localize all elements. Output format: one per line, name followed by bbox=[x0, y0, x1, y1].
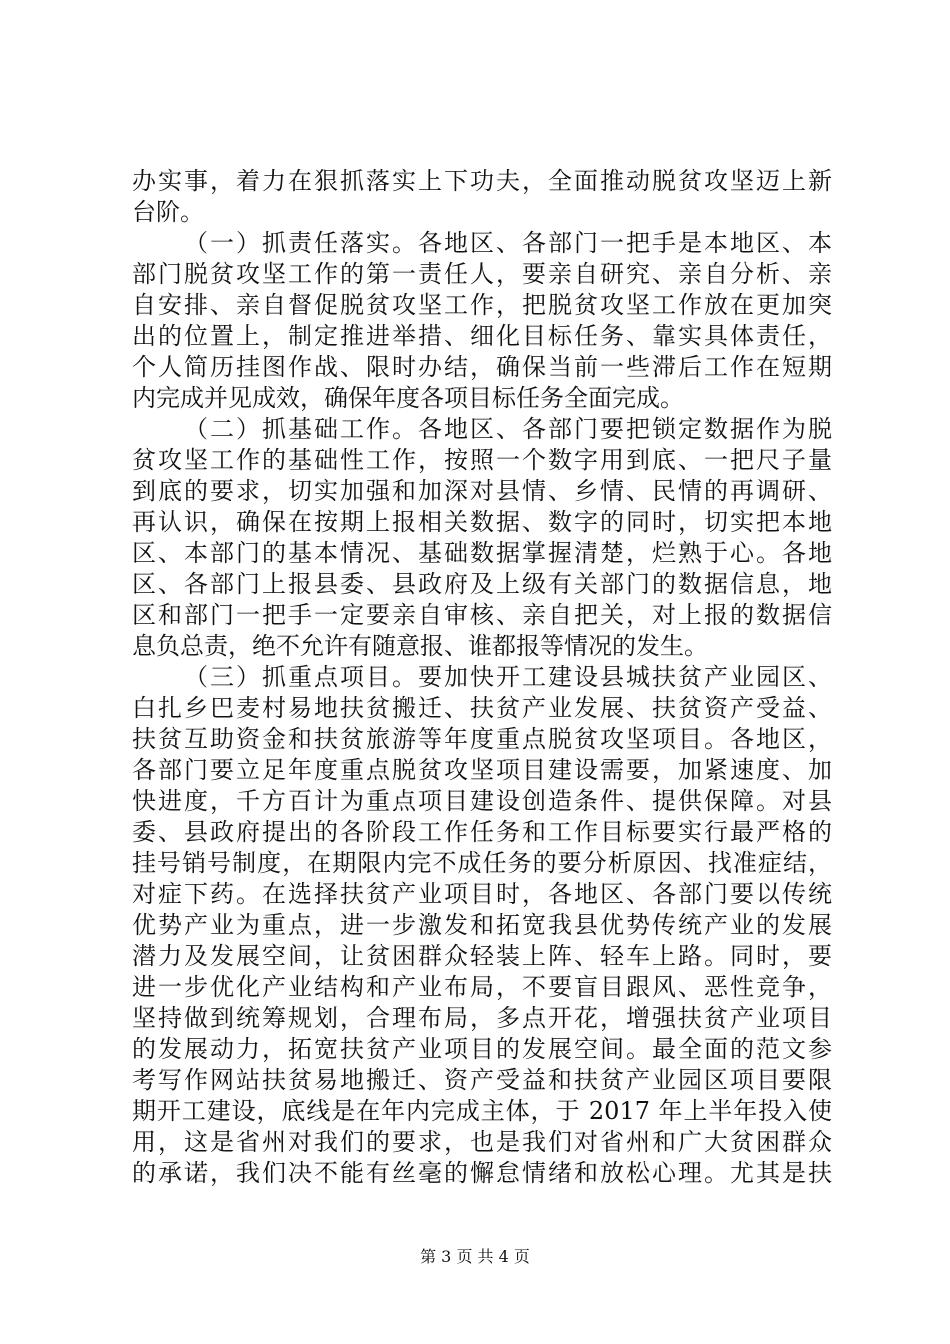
text-line: 自安排、亲自督促脱贫攻坚工作，把脱贫攻坚工作放在更加突 bbox=[132, 291, 832, 319]
text-line: 用，这是省州对我们的要求，也是我们对省州和广大贫困群众 bbox=[132, 1128, 832, 1156]
text-line: 贫攻坚工作的基础性工作，按照一个数字用到底、一把尺子量 bbox=[132, 446, 832, 474]
text-line: 潜力及发展空间，让贫困群众轻装上阵、轻车上路。同时，要 bbox=[132, 942, 832, 970]
text-line: 区、各部门上报县委、县政府及上级有关部门的数据信息，地 bbox=[132, 570, 832, 598]
text-line: 区和部门一把手一定要亲自审核、亲自把关，对上报的数据信 bbox=[132, 601, 832, 629]
paragraph-heading-2: （二）抓基础工作。各地区、各部门要把锁定数据作为脱 bbox=[184, 415, 832, 443]
text-line: 内完成并见成效，确保年度各项目标任务全面完成。 bbox=[132, 384, 684, 412]
paragraph-heading-1: （一）抓责任落实。各地区、各部门一把手是本地区、本 bbox=[184, 229, 832, 257]
text-line: 息负总责，绝不允许有随意报、谁都报等情况的发生。 bbox=[132, 632, 708, 660]
text-line: 到底的要求，切实加强和加深对县情、乡情、民情的再调研、 bbox=[132, 477, 832, 505]
text-line: 快进度，千方百计为重点项目建设创造条件、提供保障。对县 bbox=[132, 787, 832, 815]
text-line: 优势产业为重点，进一步激发和拓宽我县优势传统产业的发展 bbox=[132, 911, 832, 939]
text-line: 部门脱贫攻坚工作的第一责任人，要亲自研究、亲自分析、亲 bbox=[132, 260, 832, 288]
text-line: 再认识，确保在按期上报相关数据、数字的同时，切实把本地 bbox=[132, 508, 832, 536]
text-line: 个人简历挂图作战、限时办结，确保当前一些滞后工作在短期 bbox=[132, 353, 832, 381]
text-line: 进一步优化产业结构和产业布局，不要盲目跟风、恶性竞争， bbox=[132, 973, 832, 1001]
text-line: 各部门要立足年度重点脱贫攻坚项目建设需要，加紧速度、加 bbox=[132, 756, 832, 784]
text-line: 扶贫互助资金和扶贫旅游等年度重点脱贫攻坚项目。各地区， bbox=[132, 725, 832, 753]
page-number-footer: 第 3 页 共 4 页 bbox=[420, 1247, 530, 1266]
paragraph-heading-3: （三）抓重点项目。要加快开工建设县城扶贫产业园区、 bbox=[184, 663, 832, 691]
text-line: 区、本部门的基本情况、基础数据掌握清楚，烂熟于心。各地 bbox=[132, 539, 832, 567]
text-line: 坚持做到统筹规划，合理布局，多点开花，增强扶贫产业项目 bbox=[132, 1004, 832, 1032]
text-line: 的发展动力，拓宽扶贫产业项目的发展空间。最全面的范文参 bbox=[132, 1035, 832, 1063]
text-line: 委、县政府提出的各阶段工作任务和工作目标要实行最严格的 bbox=[132, 818, 832, 846]
text-line: 的承诺，我们决不能有丝毫的懈怠情绪和放松心理。尤其是扶 bbox=[132, 1159, 832, 1187]
text-line: 挂号销号制度，在期限内完不成任务的要分析原因、找准症结， bbox=[132, 849, 832, 877]
text-line: 对症下药。在选择扶贫产业项目时，各地区、各部门要以传统 bbox=[132, 880, 832, 908]
text-line: 白扎乡巴麦村易地扶贫搬迁、扶贫产业发展、扶贫资产受益、 bbox=[132, 694, 832, 722]
text-line: 期开工建设，底线是在年内完成主体，于 2017 年上半年投入使 bbox=[132, 1097, 832, 1125]
text-line: 考写作网站扶贫易地搬迁、资产受益和扶贫产业园区项目要限 bbox=[132, 1066, 832, 1094]
text-line: 出的位置上，制定推进举措、细化目标任务、靠实具体责任， bbox=[132, 322, 832, 350]
text-line: 台阶。 bbox=[132, 198, 204, 226]
text-line: 办实事，着力在狠抓落实上下功夫，全面推动脱贫攻坚迈上新 bbox=[132, 167, 832, 195]
